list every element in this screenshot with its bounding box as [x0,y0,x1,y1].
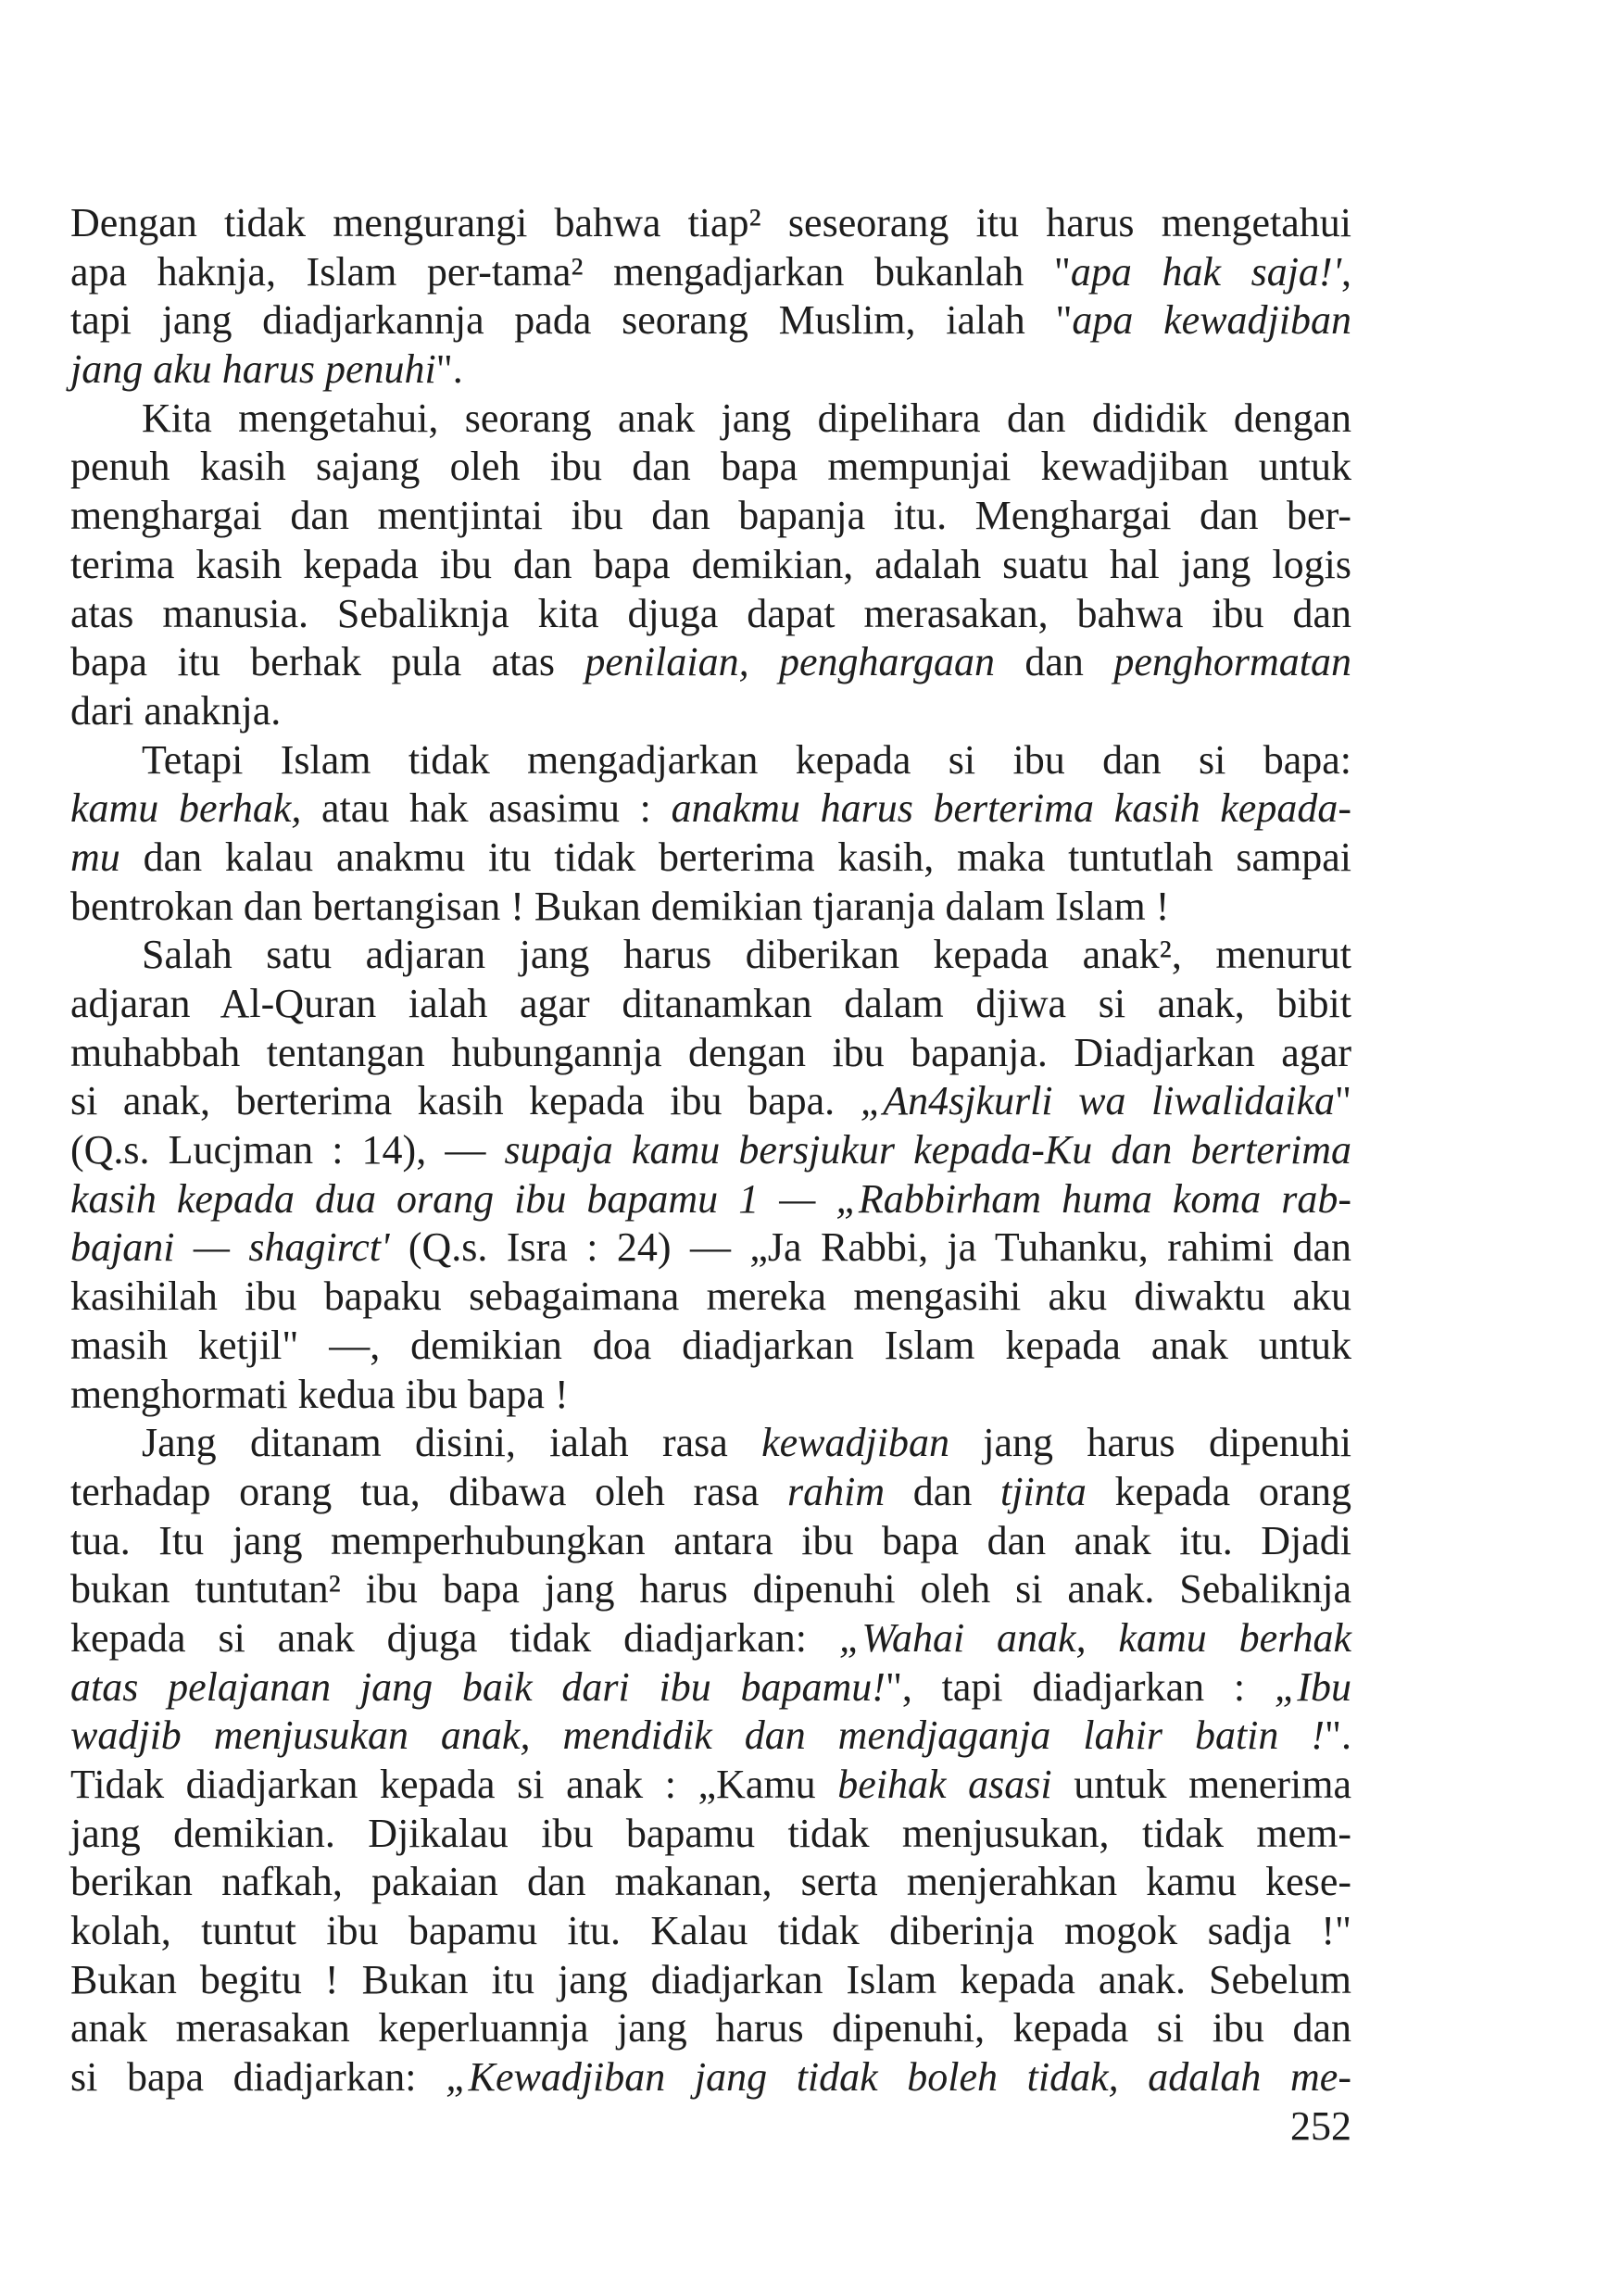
text-run: kolah, tuntut ibu bapamu itu. Kalau tidak diberinja mogok sadja !" [70,1908,1351,1954]
text-run: kasihilah ibu bapaku sebagaimana mereka mengasihi aku diwaktu aku [70,1273,1351,1320]
text-run: penuh kasih sajang oleh ibu dan bapa mempunjai kewadjiban untuk [70,444,1351,490]
text-run: Kita mengetahui, seorang anak jang dipelihara dan dididik dengan [142,395,1351,441]
text-line [70,1371,1351,1420]
text-run: kepada si anak djuga tidak diadjarkan: [70,1614,839,1661]
italic-text-run: wadjib menjusukan anak, mendidik dan mendjaganja lahir batin ! [70,1713,1326,1759]
italic-text-run: beihak asasi [837,1762,1052,1807]
italic-text-run: „Kewadjiban jang tidak boleh tidak, adalah me- [446,2054,1351,2101]
text-run: Dengan tidak mengurangi bahwa tiap² seseorang itu harus mengetahui [70,200,1351,245]
text-line [70,980,1351,1029]
text-line [70,1126,1351,1175]
text-run: dan [995,639,1114,685]
text-run: apa haknja, Islam per-tama² mengadjarkan bukanlah " [70,248,1071,295]
text-run: menghargai dan mentjintai ibu dan bapanja itu. Menghargai dan ber- [70,493,1351,539]
text-run: bentrokan dan bertangisan ! Bukan demikian tjaranja dalam Islam ! [70,883,1170,929]
text-run: Salah satu adjaran jang harus diberikan kepada anak², menurut [142,932,1351,978]
text-line [70,1077,1351,1126]
text-run: tapi jang diadjarkannja pada seorang Muslim, ialah " [70,297,1073,344]
text-run: terhadap orang tua, dibawa oleh rasa [70,1468,788,1514]
text-run: (Q.s. Isra : 24) — „Ja Rabbi, ja Tuhanku, rahimi dan [389,1224,1352,1271]
text-run: jang harus dipenuhi [949,1420,1351,1466]
italic-text-run: „Wahai anak, kamu berhak [838,1614,1351,1661]
text-run: ". [1325,1713,1351,1759]
text-line [70,1712,1351,1761]
text-line [70,1419,1351,1468]
text-line [70,2004,1351,2053]
text-run: jang demikian. Djikalau ibu bapamu tidak menjusukan, tidak mem- [70,1810,1351,1856]
text-line [70,1223,1351,1273]
text-run: Tetapi Islam tidak mengadjarkan kepada si ibu dan si bapa: [142,736,1351,783]
text-line [70,395,1351,444]
text-run: dan [885,1468,1000,1514]
text-line [70,1614,1351,1663]
text-line [70,931,1351,980]
page-number: 252 [1290,2102,1351,2149]
text-line [70,1810,1351,1859]
text-run: untuk menerima [1051,1762,1351,1807]
text-run: , [1341,248,1351,295]
text-line [70,784,1351,834]
italic-text-run: kasih kepada dua orang ibu bapamu 1 — „Rabbirham huma koma rab- [70,1175,1351,1222]
text-line [70,1322,1351,1371]
text-line [70,345,1351,395]
text-run: atas manusia. Sebaliknja kita djuga dapat merasakan, bahwa ibu dan [70,590,1351,636]
text-line [70,1273,1351,1322]
text-run: " [1335,1078,1351,1124]
text-line [70,1761,1351,1810]
text-run: Bukan begitu ! Bukan itu jang diadjarkan Islam kepada anak. Sebelum [70,1956,1351,2002]
text-run: tua. Itu jang memperhubungkan antara ibu bapa dan anak itu. Djadi [70,1517,1351,1563]
italic-text-run: tjinta [1000,1468,1087,1514]
text-run: anak merasakan keperluannja jang harus dipenuhi, kepada si ibu dan [70,2005,1351,2051]
italic-text-run: penilaian, penghargaan [584,639,995,685]
text-line [70,883,1351,932]
text-line [70,443,1351,492]
text-line [70,687,1351,736]
text-line [70,834,1351,883]
text-run: bapa itu berhak pula atas [70,639,585,685]
text-run: si anak, berterima kasih kepada ibu bapa. [70,1078,861,1124]
text-run: si bapa diadjarkan: [70,2054,446,2101]
text-line [70,1907,1351,1956]
paragraph [70,1419,1351,2102]
text-run: ", tapi diadjarkan : [885,1663,1275,1710]
text-line [70,590,1351,639]
text-line [70,1029,1351,1078]
text-line [70,736,1351,785]
text-line [70,541,1351,590]
text-run: terima kasih kepada ibu dan bapa demikian, adalah suatu hal jang logis [70,541,1351,587]
italic-text-run: penghormatan [1113,639,1351,685]
paragraph [70,395,1351,736]
text-run: masih ketjil" —, demikian doa diadjarkan Islam kepada anak untuk [70,1322,1351,1368]
italic-text-run: supaja kamu bersjukur kepada-Ku dan berterima [504,1127,1351,1173]
italic-text-run: „An4sjkurli wa liwalidaika [860,1078,1336,1124]
text-line [70,1663,1351,1713]
italic-text-run: kewadjiban [761,1420,949,1466]
paragraph [70,736,1351,932]
italic-text-run: atas pelajanan jang baik dari ibu bapamu! [70,1663,886,1710]
italic-text-run: mu [70,834,120,880]
italic-text-run: kamu berhak, [70,785,302,832]
text-run: bukan tuntutan² ibu bapa jang harus dipenuhi oleh si anak. Sebaliknja [70,1566,1351,1612]
text-run: ". [435,346,463,393]
text-line [70,1517,1351,1566]
text-line [70,1175,1351,1224]
text-run: kepada orang [1086,1468,1351,1514]
text-line [70,1468,1351,1517]
text-line [70,199,1351,248]
paragraph [70,931,1351,1419]
text-run: dari anaknja. [70,687,282,734]
text-run: (Q.s. Lucjman : 14), — [70,1127,505,1173]
italic-text-run: apa hak saja!' [1070,248,1341,295]
italic-text-run: „Ibu [1274,1663,1351,1710]
text-run: berikan nafkah, pakaian dan makanan, serta menjerahkan kamu kese- [70,1859,1351,1905]
italic-text-run: apa kewadjiban [1072,297,1351,344]
text-line [70,2053,1351,2102]
italic-text-run: anakmu harus berterima kasih kepada- [671,785,1351,832]
text-run: muhabbah tentangan hubungannja dengan ibu bapanja. Diadjarkan agar [70,1029,1351,1075]
italic-text-run: rahim [787,1468,886,1514]
text-line [70,248,1351,297]
text-line [70,1956,1351,2005]
text-run: dan kalau anakmu itu tidak berterima kasih, maka tuntutlah sampai [119,834,1351,880]
page-body [70,199,1351,2152]
text-run: adjaran Al-Quran ialah agar ditanamkan dalam djiwa si anak, bibit [70,981,1351,1026]
italic-text-run: jang aku harus penuhi [70,346,436,393]
text-run: atau hak asasimu : [301,785,672,832]
text-run: Jang ditanam disini, ialah rasa [142,1420,762,1466]
text-line [70,492,1351,541]
text-run: menghormati kedua ibu bapa ! [70,1371,569,1417]
paragraph [70,199,1351,395]
text-line [70,638,1351,687]
text-line [70,1858,1351,1907]
italic-text-run: bajani — shagirct' [70,1224,390,1271]
text-line [70,296,1351,345]
text-line [70,1565,1351,1614]
text-run: Tidak diadjarkan kepada si anak : „Kamu [70,1762,838,1807]
